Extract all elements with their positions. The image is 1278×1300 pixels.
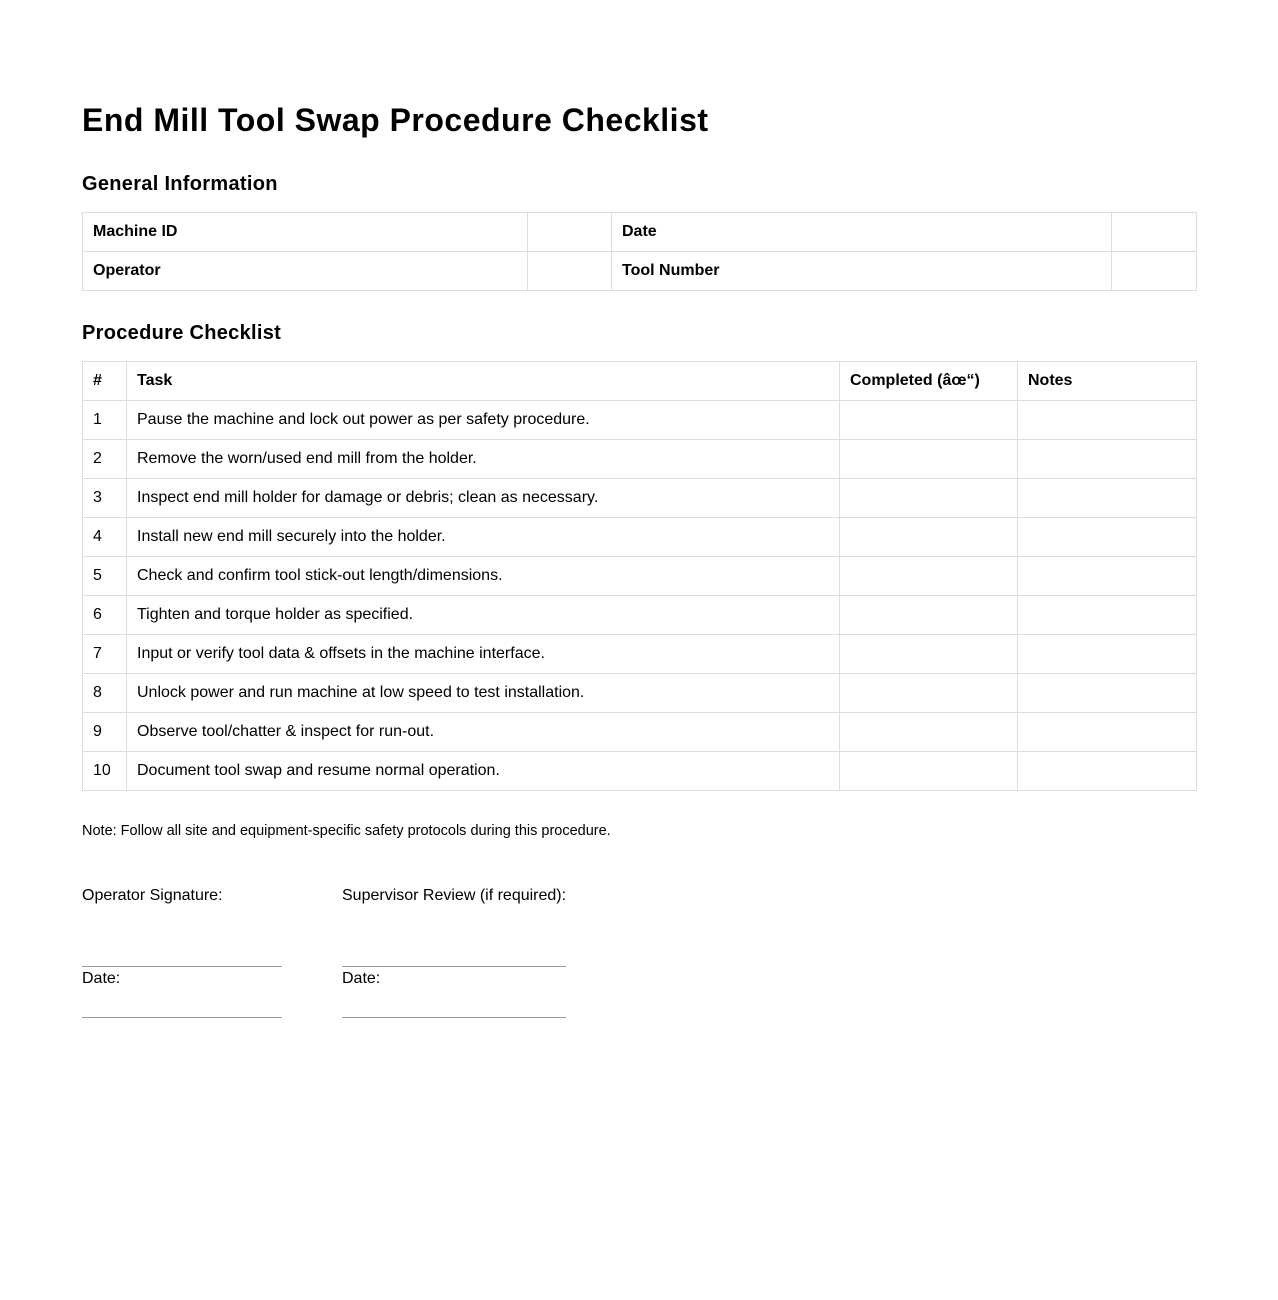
checklist-row — [83, 596, 1197, 635]
completed-cell[interactable] — [840, 635, 1018, 674]
checklist-heading: Procedure Checklist — [82, 322, 282, 344]
step-task: Remove the worn/used end mill from the holder. — [127, 440, 840, 479]
step-task: Tighten and torque holder as specified. — [127, 596, 840, 635]
step-task: Observe tool/chatter & inspect for run-out. — [127, 713, 840, 752]
checklist-row — [83, 557, 1197, 596]
checklist-row — [83, 635, 1197, 674]
header-notes: Notes — [1018, 362, 1197, 401]
header-task: Task — [127, 362, 840, 401]
notes-cell[interactable] — [1018, 479, 1197, 518]
notes-cell[interactable] — [1018, 401, 1197, 440]
completed-cell[interactable] — [840, 518, 1018, 557]
step-number: 5 — [83, 557, 127, 596]
step-number: 10 — [83, 752, 127, 791]
operator-date-label: Date: — [82, 970, 121, 987]
step-task: Pause the machine and lock out power as per safety procedure. — [127, 401, 840, 440]
completed-cell[interactable] — [840, 440, 1018, 479]
step-number: 7 — [83, 635, 127, 674]
step-task: Input or verify tool data & offsets in the machine interface. — [127, 635, 840, 674]
notes-cell[interactable] — [1018, 674, 1197, 713]
checklist-row — [83, 674, 1197, 713]
step-number: 8 — [83, 674, 127, 713]
field-label: Date — [612, 213, 1112, 252]
checklist-row — [83, 440, 1197, 479]
completed-cell[interactable] — [840, 674, 1018, 713]
notes-cell[interactable] — [1018, 635, 1197, 674]
checklist-header-row — [83, 362, 1197, 401]
field-label: Operator — [83, 252, 528, 291]
header-completed: Completed (âœ“) — [840, 362, 1018, 401]
notes-cell[interactable] — [1018, 752, 1197, 791]
field-value[interactable] — [528, 213, 612, 252]
step-task: Check and confirm tool stick-out length/dimensions. — [127, 557, 840, 596]
step-number: 4 — [83, 518, 127, 557]
notes-cell[interactable] — [1018, 557, 1197, 596]
supervisor-date-label: Date: — [342, 970, 381, 987]
operator-signature-line[interactable] — [82, 966, 282, 967]
general-info-row — [83, 213, 1197, 252]
supervisor-review-label: Supervisor Review (if required): — [342, 887, 567, 904]
operator-signature-label: Operator Signature: — [82, 887, 223, 904]
step-number: 1 — [83, 401, 127, 440]
checklist-row — [83, 713, 1197, 752]
general-info-table — [82, 212, 1197, 291]
supervisor-signature-line[interactable] — [342, 966, 566, 967]
completed-cell[interactable] — [840, 557, 1018, 596]
notes-cell[interactable] — [1018, 440, 1197, 479]
field-value[interactable] — [528, 252, 612, 291]
field-label: Tool Number — [612, 252, 1112, 291]
completed-cell[interactable] — [840, 596, 1018, 635]
field-value[interactable] — [1112, 213, 1197, 252]
step-number: 9 — [83, 713, 127, 752]
step-number: 2 — [83, 440, 127, 479]
step-task: Inspect end mill holder for damage or debris; clean as necessary. — [127, 479, 840, 518]
checklist-table — [82, 361, 1197, 791]
operator-date-line[interactable] — [82, 1017, 282, 1018]
notes-cell[interactable] — [1018, 713, 1197, 752]
checklist-row — [83, 518, 1197, 557]
notes-cell[interactable] — [1018, 518, 1197, 557]
field-value[interactable] — [1112, 252, 1197, 291]
checklist-row — [83, 401, 1197, 440]
step-task: Install new end mill securely into the holder. — [127, 518, 840, 557]
completed-cell[interactable] — [840, 713, 1018, 752]
step-number: 3 — [83, 479, 127, 518]
general-info-heading: General Information — [82, 173, 278, 195]
step-number: 6 — [83, 596, 127, 635]
checklist-row — [83, 479, 1197, 518]
header-number: # — [83, 362, 127, 401]
field-label: Machine ID — [83, 213, 528, 252]
step-task: Document tool swap and resume normal operation. — [127, 752, 840, 791]
supervisor-date-line[interactable] — [342, 1017, 566, 1018]
notes-cell[interactable] — [1018, 596, 1197, 635]
step-task: Unlock power and run machine at low speed to test installation. — [127, 674, 840, 713]
completed-cell[interactable] — [840, 752, 1018, 791]
general-info-row — [83, 252, 1197, 291]
completed-cell[interactable] — [840, 479, 1018, 518]
completed-cell[interactable] — [840, 401, 1018, 440]
page-title: End Mill Tool Swap Procedure Checklist — [82, 102, 709, 138]
checklist-row — [83, 752, 1197, 791]
safety-note: Note: Follow all site and equipment-specific safety protocols during this procedure. — [82, 823, 611, 839]
